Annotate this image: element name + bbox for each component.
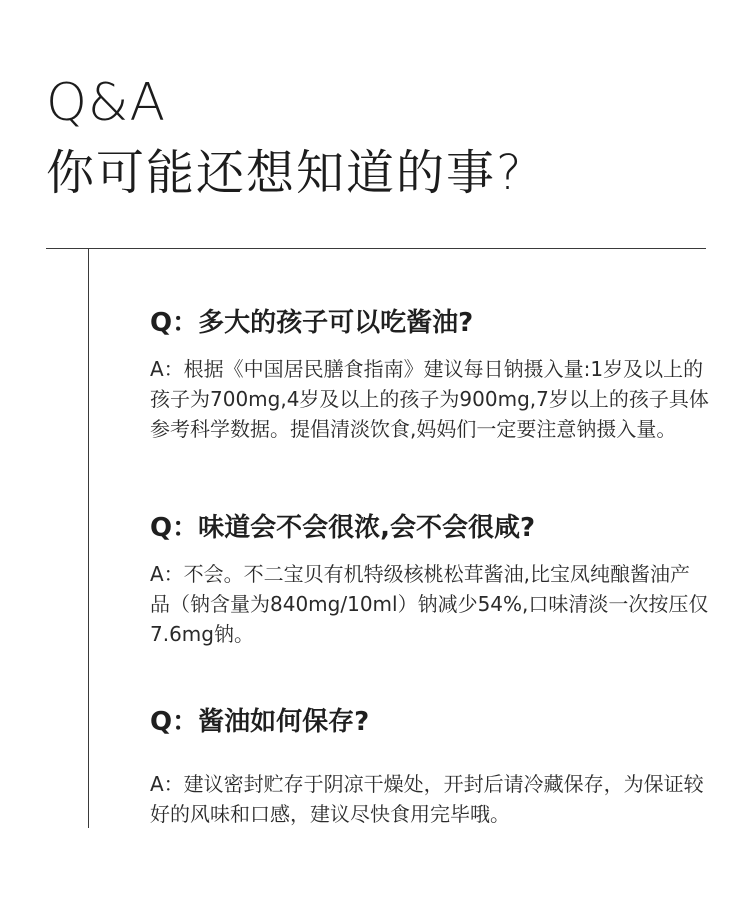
- page-header: [46, 70, 523, 210]
- faq-item: [150, 705, 710, 829]
- faq-item: [150, 306, 710, 444]
- vertical-divider: [88, 248, 89, 828]
- horizontal-divider: [46, 248, 706, 249]
- faq-answer: A：建议密封贮存于阴凉干燥处，开封后请冷藏保存，为保证较好的风味和口感，建议尽快食用完毕哦。: [150, 772, 704, 826]
- faq-question: Q：味道会不会很浓,会不会很咸?: [150, 513, 536, 543]
- faq-question: Q：酱油如何保存?: [150, 707, 370, 737]
- faq-answer: A：根据《中国居民膳食指南》建议每日钠摄入量:1岁及以上的孩子为700mg,4岁及以上的孩子为900mg,7岁以上的孩子具体参考科学数据。提倡清淡饮食,妈妈们一定要注意钠摄入量。: [150, 357, 709, 441]
- faq-question: Q：多大的孩子可以吃酱油?: [150, 308, 474, 338]
- faq-answer: A：不会。不二宝贝有机特级核桃松茸酱油,比宝凤纯酿酱油产品（钠含量为840mg/10ml）钠减少54%,口味清淡一次按压仅7.6mg钠。: [150, 562, 709, 646]
- faq-item: [150, 511, 710, 649]
- page-title-en: Q&A: [46, 73, 167, 133]
- page-title-cn: 你可能还想知道的事?: [46, 145, 524, 201]
